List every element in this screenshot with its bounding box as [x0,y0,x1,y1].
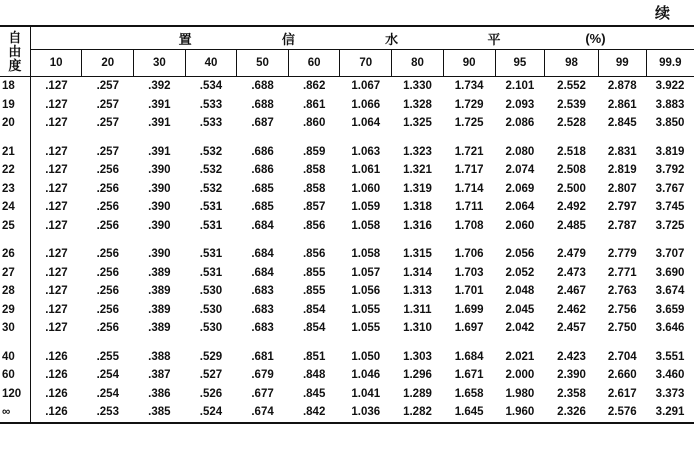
value-cell: 1.314 [403,266,432,279]
value-cell: .686 [251,164,274,177]
value-cell: 1.063 [351,145,381,158]
value-cell: 1.960 [495,403,545,423]
value-cell: .842 [288,403,340,423]
df-cell: 21 [0,143,30,162]
value-cell: 2.390 [557,369,586,382]
value-cell: .253 [82,403,134,423]
value-cell: 3.725 [655,219,685,232]
value-cell: .257 [96,145,119,158]
value-cell: 2.052 [505,266,535,279]
value-cell: .390 [148,248,171,261]
value-cell: .532 [199,164,223,177]
value-cell: 1.061 [351,164,381,177]
table-row [0,403,694,423]
value-cell: .254 [96,387,119,400]
value-cell: 1.658 [454,387,484,400]
value-cell: 1.328 [403,98,432,111]
value-cell: 2.358 [557,387,586,400]
value-cell: 1.303 [403,350,432,363]
value-cell: 1.067 [351,80,381,93]
value-cell: 1.058 [351,219,381,232]
value-cell: 1.316 [403,219,432,232]
value-cell: .683 [251,285,274,298]
value-cell: 1.330 [403,80,432,93]
value-cell: 1.046 [351,369,381,382]
value-cell: 2.819 [607,164,637,177]
value-cell: .127 [45,285,68,298]
df-header-char-3: 度 [8,57,22,73]
value-cell: .127 [45,117,68,130]
level-title-char-1: 置 [134,26,237,50]
value-cell: .256 [96,266,119,279]
level-header-10: 98 [545,50,599,77]
value-cell: .387 [148,369,171,382]
df-header [0,26,30,77]
value-cell: 2.060 [505,219,535,232]
value-cell: .858 [302,164,326,177]
value-cell: 2.763 [607,285,637,298]
df-cell: 29 [0,301,30,320]
value-cell: .688 [251,98,274,111]
level-title-char-4: 平 [443,26,544,50]
value-cell: .860 [302,117,326,130]
value-cell: 1.699 [454,303,484,316]
value-cell: .256 [96,285,119,298]
value-cell: .389 [148,303,171,316]
value-cell: .256 [96,303,119,316]
value-cell: 2.492 [557,201,586,214]
value-cell: .388 [148,350,171,363]
value-cell: 2.807 [607,182,637,195]
df-cell: 22 [0,161,30,180]
value-cell: 2.576 [598,403,646,423]
value-cell: 1.296 [403,369,432,382]
value-cell: .684 [251,248,274,261]
value-cell: .390 [148,164,171,177]
value-cell: .256 [96,164,119,177]
value-cell: 1.050 [351,350,381,363]
value-cell: .257 [96,117,119,130]
table-row [0,198,694,217]
value-cell: .856 [302,219,326,232]
value-cell: 2.845 [607,117,637,130]
value-cell: 2.064 [505,201,535,214]
value-cell: .683 [251,303,274,316]
value-cell: .389 [148,266,171,279]
value-cell: .530 [199,285,223,298]
value-cell: 2.750 [607,322,637,335]
value-cell: .524 [185,403,237,423]
value-cell: .527 [199,369,223,382]
table-row [0,96,694,115]
value-cell: 2.021 [505,350,535,363]
value-cell: 2.787 [607,219,637,232]
table-row [0,180,694,199]
table-row [0,319,694,338]
value-cell: .679 [251,369,274,382]
value-cell: .533 [199,117,223,130]
value-cell: .127 [45,248,68,261]
value-cell: .532 [199,182,223,195]
value-cell: 1.711 [455,201,484,214]
value-cell: .386 [148,387,171,400]
value-cell: 1.056 [351,285,381,298]
level-unit: (%) [545,26,646,50]
value-cell: 2.771 [607,266,637,279]
value-cell: .861 [302,98,326,111]
value-cell: 2.528 [557,117,586,130]
value-cell: 2.074 [505,164,535,177]
table-row [0,282,694,301]
value-cell: 2.479 [557,248,586,261]
value-cell: 2.423 [557,350,586,363]
group-spacer [0,235,694,245]
value-cell: .256 [96,322,119,335]
value-cell: 2.485 [557,219,586,232]
value-cell: 1.055 [351,303,381,316]
value-cell: .531 [199,248,223,261]
value-cell: 1.671 [454,369,484,382]
value-cell: 1.319 [403,182,432,195]
value-cell: 2.069 [505,182,535,195]
value-cell: .389 [148,322,171,335]
value-cell: 1.321 [403,164,432,177]
value-cell: 2.048 [505,285,535,298]
value-cell: 2.462 [557,303,586,316]
df-header-char-1: 自 [8,29,22,45]
level-header-6: 70 [340,50,392,77]
value-cell: .862 [302,80,326,93]
value-cell: 2.093 [505,98,535,111]
value-cell: 2.086 [505,117,535,130]
value-cell: 3.690 [655,266,685,279]
value-cell: 1.980 [505,387,535,400]
value-cell: .530 [199,303,223,316]
value-cell: .851 [302,350,326,363]
value-cell: .390 [148,201,171,214]
table-row [0,264,694,283]
level-header-8: 90 [443,50,495,77]
value-cell: 1.701 [454,285,484,298]
value-cell: .859 [302,145,326,158]
df-cell: 19 [0,96,30,115]
value-cell: 3.460 [655,369,685,382]
value-cell: .126 [45,387,68,400]
value-cell: .530 [199,322,223,335]
value-cell: 2.045 [505,303,535,316]
value-cell: 1.041 [351,387,381,400]
value-cell: .683 [251,322,274,335]
value-cell: 2.878 [607,80,637,93]
value-cell: .127 [45,182,68,195]
value-cell: .534 [199,80,223,93]
value-cell: 2.326 [545,403,599,423]
value-cell: .127 [45,266,68,279]
value-cell: .127 [45,303,68,316]
df-cell: 28 [0,282,30,301]
value-cell: 1.315 [403,248,432,261]
header-row-levels [0,50,694,77]
value-cell: 2.552 [557,80,586,93]
value-cell: .526 [199,387,223,400]
value-cell: .531 [199,266,223,279]
table-row [0,366,694,385]
value-cell: .127 [45,80,68,93]
value-cell: 1.310 [403,322,432,335]
value-cell: 1.058 [351,248,381,261]
table-row [0,77,694,96]
value-cell: 1.057 [351,266,381,279]
value-cell: 1.697 [454,322,484,335]
value-cell: 2.101 [505,80,535,93]
value-cell: .256 [96,201,119,214]
value-cell: 1.714 [454,182,484,195]
value-cell: 1.729 [454,98,484,111]
value-cell: .256 [96,219,119,232]
value-cell: 1.313 [403,285,432,298]
value-cell: 3.922 [655,80,685,93]
value-cell: 1.060 [351,182,381,195]
value-cell: 2.617 [607,387,637,400]
value-cell: .391 [148,117,171,130]
table-row [0,385,694,404]
level-title-char-2: 信 [237,26,340,50]
value-cell: .529 [199,350,223,363]
df-cell: 40 [0,348,30,367]
df-cell: 120 [0,385,30,404]
value-cell: 2.500 [557,182,586,195]
value-cell: 1.706 [454,248,484,261]
value-cell: .685 [251,201,274,214]
value-cell: 2.467 [557,285,586,298]
value-cell: 1.325 [403,117,432,130]
value-cell: .390 [148,182,171,195]
value-cell: 2.000 [505,369,535,382]
table-row [0,161,694,180]
level-title-char-3: 水 [340,26,443,50]
value-cell: 3.745 [655,201,685,214]
value-cell: 3.850 [655,117,685,130]
value-cell: .855 [302,266,326,279]
value-cell: .533 [199,98,223,111]
value-cell: 2.779 [607,248,637,261]
df-cell: 30 [0,319,30,338]
value-cell: 1.059 [351,201,381,214]
value-cell: 2.042 [505,322,535,335]
value-cell: 1.323 [403,145,432,158]
df-cell: 25 [0,217,30,236]
value-cell: .256 [96,182,119,195]
value-cell: 3.659 [655,303,685,316]
value-cell: 3.819 [655,145,685,158]
value-cell: .127 [45,164,68,177]
value-cell: .391 [148,98,171,111]
value-cell: 1.717 [454,164,484,177]
value-cell: 2.056 [505,248,535,261]
value-cell: .531 [199,201,223,214]
value-cell: 3.646 [655,322,685,335]
df-cell: ∞ [0,403,30,423]
group-spacer [0,133,694,143]
value-cell: 3.373 [655,387,685,400]
level-header-3: 40 [185,50,237,77]
value-cell: .848 [302,369,326,382]
value-cell: 2.861 [607,98,637,111]
value-cell: 3.291 [646,403,694,423]
level-header-11: 99 [598,50,646,77]
table-row [0,348,694,367]
df-header-char-2: 由 [8,43,22,59]
value-cell: .390 [148,219,171,232]
value-cell: 1.036 [340,403,392,423]
value-cell: 1.725 [454,117,484,130]
value-cell: .126 [45,350,68,363]
value-cell: 1.055 [351,322,381,335]
value-cell: .677 [251,387,274,400]
value-cell: .845 [302,387,326,400]
value-cell: .857 [302,201,326,214]
value-cell: 2.660 [607,369,637,382]
value-cell: .531 [199,219,223,232]
value-cell: 2.756 [607,303,637,316]
level-header-7: 80 [392,50,444,77]
value-cell: 3.707 [655,248,685,261]
level-header-1: 20 [82,50,134,77]
level-header-12: 99.9 [646,50,694,77]
level-header-2: 30 [134,50,186,77]
value-cell: .854 [302,303,326,316]
value-cell: .858 [302,182,326,195]
value-cell: 1.318 [403,201,432,214]
value-cell: 2.539 [557,98,586,111]
header-row-top [0,26,694,50]
value-cell: .854 [302,322,326,335]
table-row [0,143,694,162]
table-row [0,217,694,236]
value-cell: 2.457 [557,322,586,335]
table-row [0,301,694,320]
value-cell: .127 [45,201,68,214]
value-cell: 2.704 [607,350,637,363]
value-cell: 2.797 [607,201,637,214]
value-cell: .256 [96,248,119,261]
value-cell: 3.674 [655,285,685,298]
level-header-9: 95 [495,50,545,77]
value-cell: .687 [251,117,274,130]
value-cell: 1.708 [454,219,484,232]
value-cell: .385 [134,403,186,423]
value-cell: .686 [251,145,274,158]
value-cell: 2.831 [607,145,637,158]
value-cell: 1.703 [454,266,484,279]
value-cell: .532 [199,145,223,158]
df-cell: 23 [0,180,30,199]
value-cell: .684 [251,219,274,232]
level-header-5: 60 [288,50,340,77]
value-cell: 1.645 [443,403,495,423]
df-cell: 60 [0,366,30,385]
value-cell: 3.551 [655,350,685,363]
value-cell: 1.684 [454,350,484,363]
value-cell: .257 [96,98,119,111]
value-cell: 3.767 [655,182,685,195]
value-cell: 3.883 [655,98,685,111]
level-header-4: 50 [237,50,289,77]
value-cell: .688 [251,80,274,93]
table-row [0,245,694,264]
value-cell: .126 [30,403,82,423]
value-cell: 3.792 [655,164,685,177]
df-cell: 24 [0,198,30,217]
table-row [0,114,694,133]
value-cell: .391 [148,145,171,158]
value-cell: 2.508 [557,164,586,177]
df-cell: 20 [0,114,30,133]
value-cell: 1.311 [403,303,432,316]
value-cell: 1.064 [351,117,381,130]
continued-label: 续 [654,4,670,22]
df-cell: 18 [0,77,30,96]
value-cell: 2.080 [505,145,535,158]
value-cell: .681 [251,350,274,363]
value-cell: 1.289 [403,387,432,400]
value-cell: 1.066 [351,98,381,111]
value-cell: .127 [45,322,68,335]
value-cell: .684 [251,266,274,279]
value-cell: .674 [237,403,289,423]
value-cell: 2.473 [557,266,586,279]
df-cell: 26 [0,245,30,264]
value-cell: 1.734 [454,80,484,93]
value-cell: .127 [45,219,68,232]
value-cell: 2.518 [557,145,586,158]
t-distribution-table [0,25,694,424]
value-cell: .855 [302,285,326,298]
value-cell: .257 [96,80,119,93]
df-cell: 27 [0,264,30,283]
value-cell: .126 [45,369,68,382]
value-cell: 1.721 [454,145,484,158]
value-cell: .392 [148,80,171,93]
value-cell: .255 [96,350,119,363]
value-cell: .685 [251,182,274,195]
level-header-0: 10 [30,50,82,77]
value-cell: .127 [45,98,68,111]
group-spacer [0,338,694,348]
value-cell: .127 [45,145,68,158]
table-body [0,77,694,423]
value-cell: .389 [148,285,171,298]
value-cell: .254 [96,369,119,382]
value-cell: .856 [302,248,326,261]
value-cell: 1.282 [392,403,444,423]
